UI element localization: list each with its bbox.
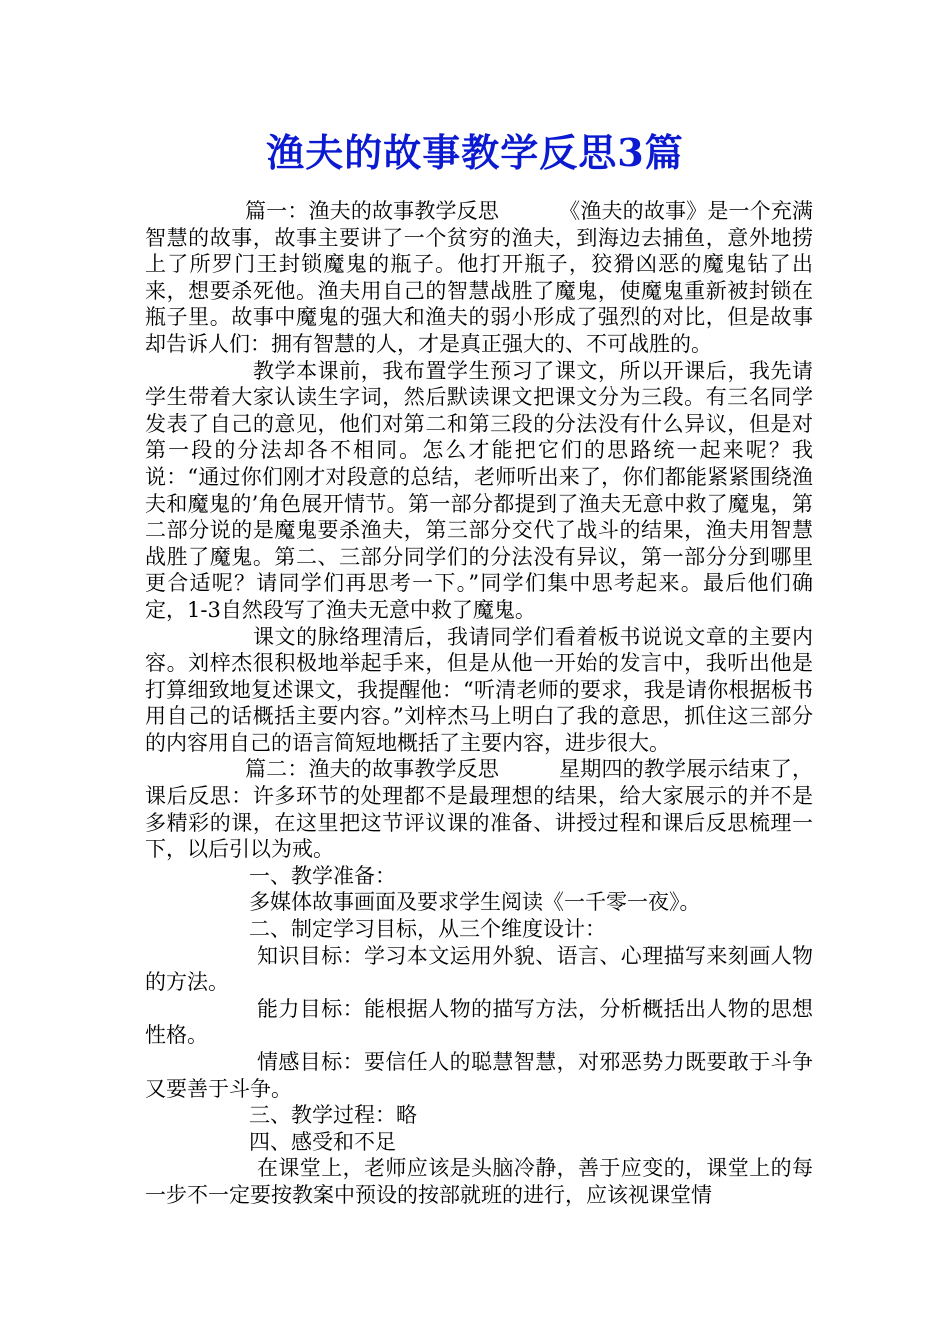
section-two-item: 能力目标：能根据人物的描写方法，分析概括出人物的思想性格。 bbox=[145, 996, 813, 1048]
section-two-item: 情感目标：要信任人的聪慧智慧，对邪恶势力既要敢于斗争又要善于斗争。 bbox=[145, 1050, 813, 1101]
section-two-intro bbox=[145, 756, 813, 862]
section-two-item: 知识目标：学习本文运用外貌、语言、心理描写来刻画人物的方法。 bbox=[145, 943, 813, 995]
section-one-paragraph: 课文的脉络理清后，我请同学们看着板书说说文章的主要内容。刘梓杰很积极地举起手来，但是从他一开始的发言中，我听出他是打算细致地复述课文，我提醒他：“听清老师的要求，我是请你根据板书用自己的话概括主要内容。”刘梓杰马上明白了我的意思，抓住这三部分的内容用自己的语言简短地概括了主要内容，进步很大。 bbox=[145, 624, 813, 755]
section-two-item: 一、教学准备： bbox=[249, 863, 396, 888]
section-one-paragraph: 教学本课前，我布置学生预习了课文，所以开课后，我先请学生带着大家认读生字词，然后默读课文把课文分为三段。有三名同学发表了自己的意见，他们对第二和第三段的分法没有什么异议，但是对第一段的分法却各不相同。怎么才能把它们的思路统一起来呢？我说：“通过你们刚才对段意的总结，老师听出来了，你们都能紧紧围绕渔夫和魔鬼的’角色展开情节。第一部分都提到了渔夫无意中救了魔鬼，第二部分说的是魔鬼要杀渔夫，第三部分交代了战斗的结果，渔夫用智慧战胜了魔鬼。第二、三部分同学们的分法没有异议，第一部分分到哪里更合适呢？请同学们再思考一下。”同学们集中思考起来。最后他们确定，1-3自然段写了渔夫无意中救了魔鬼。 bbox=[145, 358, 813, 622]
section-one-lead: 《渔夫的故事》是一个充满智慧的故事，故事主要讲了一个贫穷的渔夫，到海边去捕鱼，意外地捞上了所罗门王封锁魔鬼的瓶子。他打开瓶子，狡猾凶恶的魔鬼钻了出来，想要杀死他。渔夫用自己的智慧战胜了魔鬼，使魔鬼重新被封锁在瓶子里。故事中魔鬼的强大和渔夫的弱小形成了强烈的对比，但是故事却告诉人们：拥有智慧的人，才是真正强大的、不可战胜的。 bbox=[145, 199, 813, 356]
document-body bbox=[145, 198, 813, 1209]
section-two-lead: 星期四的教学展示结束了，课后反思：许多环节的处理都不是最理想的结果，给大家展示的并不是多精彩的课，在这里把这节评议课的准备、讲授过程和课后反思梳理一下，以后引以为戒。 bbox=[145, 757, 813, 862]
section-two-item: 四、感受和不足 bbox=[249, 1129, 396, 1154]
document-title: 渔夫的故事教学反思3篇 bbox=[266, 130, 684, 175]
section-two-item: 二、制定学习目标，从三个维度设计： bbox=[249, 917, 606, 942]
section-two-item: 多媒体故事画面及要求学生阅读《一千零一夜》。 bbox=[249, 890, 701, 915]
section-two-item: 在课堂上，老师应该是头脑冷静，善于应变的，课堂上的每一步不一定要按教案中预设的按部就班的进行，应该视课堂情 bbox=[145, 1156, 813, 1207]
section-two-item: 三、教学过程：略 bbox=[249, 1103, 417, 1128]
section-one-intro bbox=[145, 198, 813, 358]
section-one-heading: 篇一：渔夫的故事教学反思 bbox=[245, 199, 499, 223]
section-two-heading: 篇二：渔夫的故事教学反思 bbox=[245, 757, 499, 782]
